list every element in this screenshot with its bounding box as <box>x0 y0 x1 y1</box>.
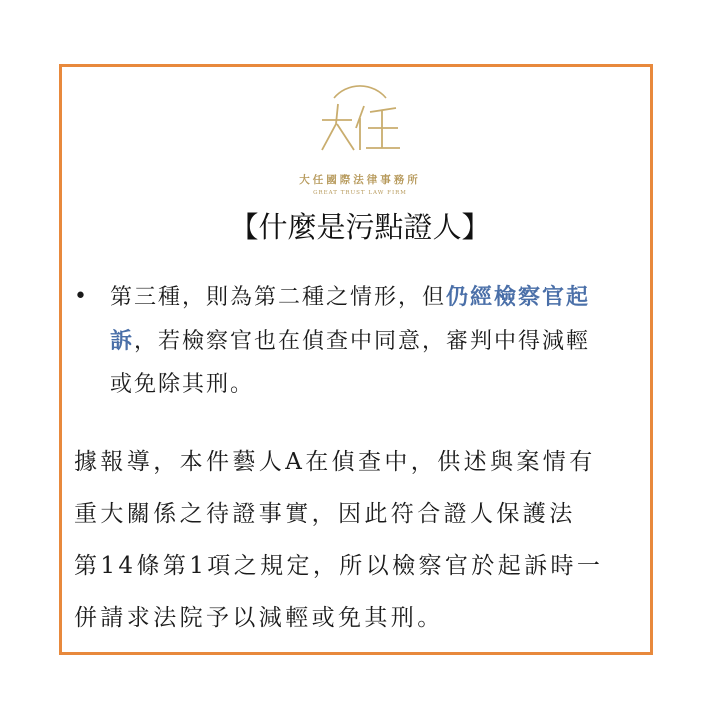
paragraph-line-2: 重大關係之待證事實，因此符合證人保護法 <box>74 501 576 527</box>
bullet-marker: • <box>74 284 87 309</box>
page-title: 【什麼是污點證人】 <box>229 210 491 244</box>
firm-logo-mark <box>312 84 408 156</box>
paragraph-line-3: 第14條第1項之規定，所以檢察官於起訴時一 <box>74 553 604 579</box>
paragraph-line-1: 據報導，本件藝人A在偵查中，供述與案情有 <box>74 449 596 475</box>
bullet-highlight: 訴 <box>110 328 135 354</box>
bullet-text: 第三種，則為第二種之情形，但 <box>110 285 447 310</box>
firm-name-english: GREAT TRUST LAW FIRM <box>313 190 407 196</box>
bullet-line-2 <box>110 319 590 364</box>
firm-name-chinese: 大任國際法律事務所 <box>299 174 421 186</box>
paragraph-line-4: 併請求法院予以減輕或免其刑。 <box>74 605 444 631</box>
bullet-line-1 <box>110 275 590 320</box>
firm-logo <box>0 84 720 196</box>
bullet-highlight: 仍經檢察官起 <box>446 284 591 310</box>
bullet-text: ，若檢察官也在偵查中同意，審判中得減輕 <box>134 329 591 354</box>
bullet-line-3: 或免除其刑。 <box>110 372 255 397</box>
